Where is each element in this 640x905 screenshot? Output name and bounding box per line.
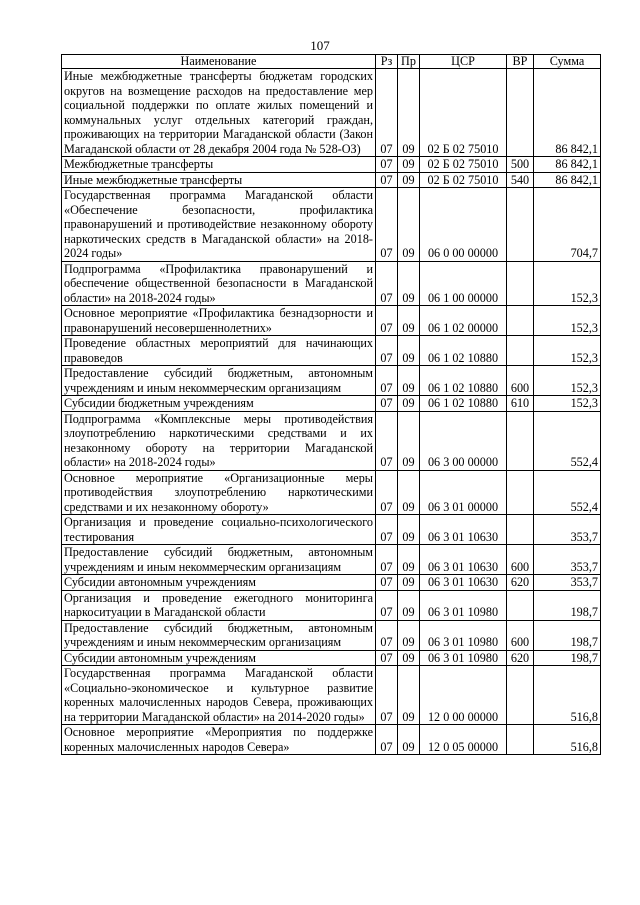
cell-pr: 09 — [398, 172, 420, 188]
table-header-row — [62, 55, 601, 69]
header-pr: Пр — [398, 55, 420, 69]
cell-name: Иные межбюджетные трансферты — [62, 172, 376, 188]
cell-name: Государственная программа Магаданской области «Социально-экономическое и культурное развитие коренных малочисленных народов Севера, проживающих на территории Магаданской области» на 2014-2020 годы» — [62, 666, 376, 725]
cell-pr: 09 — [398, 666, 420, 725]
cell-sum: 353,7 — [534, 575, 601, 591]
cell-csr: 12 0 05 00000 — [420, 725, 507, 755]
cell-csr: 06 1 02 10880 — [420, 396, 507, 412]
cell-name: Субсидии автономным учреждениям — [62, 650, 376, 666]
cell-vr — [507, 470, 534, 515]
table-row — [62, 396, 601, 412]
cell-sum: 516,8 — [534, 666, 601, 725]
cell-rz: 07 — [376, 366, 398, 396]
cell-csr: 06 3 01 10630 — [420, 575, 507, 591]
cell-csr: 02 Б 02 75010 — [420, 172, 507, 188]
cell-vr: 620 — [507, 575, 534, 591]
cell-sum: 198,7 — [534, 650, 601, 666]
cell-sum: 198,7 — [534, 620, 601, 650]
cell-sum: 353,7 — [534, 545, 601, 575]
cell-csr: 06 1 02 10880 — [420, 336, 507, 366]
cell-rz: 07 — [376, 261, 398, 306]
cell-name: Предоставление субсидий бюджетным, автономным учреждениям и иным некоммерческим организациям — [62, 620, 376, 650]
table-row — [62, 470, 601, 515]
table-row — [62, 336, 601, 366]
cell-vr — [507, 188, 534, 262]
cell-pr: 09 — [398, 306, 420, 336]
cell-name: Межбюджетные трансферты — [62, 157, 376, 173]
cell-sum: 152,3 — [534, 336, 601, 366]
cell-name: Субсидии автономным учреждениям — [62, 575, 376, 591]
table-row — [62, 157, 601, 173]
table-row — [62, 666, 601, 725]
cell-rz: 07 — [376, 69, 398, 157]
cell-sum: 198,7 — [534, 590, 601, 620]
cell-csr: 06 0 00 00000 — [420, 188, 507, 262]
cell-rz: 07 — [376, 575, 398, 591]
cell-rz: 07 — [376, 650, 398, 666]
cell-csr: 12 0 00 00000 — [420, 666, 507, 725]
cell-vr — [507, 666, 534, 725]
cell-name: Основное мероприятие «Мероприятия по поддержке коренных малочисленных народов Севера» — [62, 725, 376, 755]
cell-csr: 06 1 02 00000 — [420, 306, 507, 336]
header-sum: Сумма — [534, 55, 601, 69]
cell-sum: 516,8 — [534, 725, 601, 755]
cell-name: Подпрограмма «Комплексные меры противодействия злоупотреблению наркотическими средствами и их незаконному обороту на территории Магаданской области» на 2018-2024 годы» — [62, 411, 376, 470]
cell-sum: 152,3 — [534, 366, 601, 396]
cell-rz: 07 — [376, 396, 398, 412]
cell-rz: 07 — [376, 336, 398, 366]
cell-csr: 06 1 00 00000 — [420, 261, 507, 306]
cell-csr: 02 Б 02 75010 — [420, 157, 507, 173]
table-row — [62, 172, 601, 188]
cell-csr: 02 Б 02 75010 — [420, 69, 507, 157]
cell-name: Основное мероприятие «Профилактика безнадзорности и правонарушений несовершеннолетних» — [62, 306, 376, 336]
table-row — [62, 69, 601, 157]
cell-pr: 09 — [398, 650, 420, 666]
cell-name: Основное мероприятие «Организационные меры противодействия злоупотреблению наркотическими средствами и их незаконному обороту» — [62, 470, 376, 515]
cell-sum: 552,4 — [534, 411, 601, 470]
cell-vr — [507, 515, 534, 545]
table-row — [62, 650, 601, 666]
table-row — [62, 545, 601, 575]
cell-name: Предоставление субсидий бюджетным, автономным учреждениям и иным некоммерческим организациям — [62, 366, 376, 396]
cell-vr — [507, 725, 534, 755]
cell-rz: 07 — [376, 188, 398, 262]
cell-csr: 06 3 01 10630 — [420, 545, 507, 575]
cell-name: Организация и проведение социально-психологического тестирования — [62, 515, 376, 545]
cell-vr: 620 — [507, 650, 534, 666]
cell-pr: 09 — [398, 396, 420, 412]
cell-vr — [507, 411, 534, 470]
cell-pr: 09 — [398, 336, 420, 366]
cell-csr: 06 3 00 00000 — [420, 411, 507, 470]
cell-pr: 09 — [398, 157, 420, 173]
cell-vr: 500 — [507, 157, 534, 173]
cell-rz: 07 — [376, 411, 398, 470]
cell-rz: 07 — [376, 725, 398, 755]
table-row — [62, 261, 601, 306]
cell-rz: 07 — [376, 515, 398, 545]
table-row — [62, 620, 601, 650]
cell-sum: 152,3 — [534, 261, 601, 306]
cell-rz: 07 — [376, 157, 398, 173]
cell-vr: 540 — [507, 172, 534, 188]
page-number: 107 — [310, 38, 330, 53]
cell-name: Субсидии бюджетным учреждениям — [62, 396, 376, 412]
cell-rz: 07 — [376, 666, 398, 725]
cell-pr: 09 — [398, 590, 420, 620]
header-rz: Рз — [376, 55, 398, 69]
cell-rz: 07 — [376, 620, 398, 650]
header-name: Наименование — [62, 55, 376, 69]
cell-sum: 152,3 — [534, 396, 601, 412]
cell-pr: 09 — [398, 545, 420, 575]
cell-rz: 07 — [376, 306, 398, 336]
cell-pr: 09 — [398, 575, 420, 591]
table-row — [62, 306, 601, 336]
table-row — [62, 515, 601, 545]
cell-pr: 09 — [398, 411, 420, 470]
cell-vr: 600 — [507, 620, 534, 650]
cell-vr — [507, 306, 534, 336]
cell-rz: 07 — [376, 172, 398, 188]
cell-pr: 09 — [398, 69, 420, 157]
cell-name: Предоставление субсидий бюджетным, автономным учреждениям и иным некоммерческим организациям — [62, 545, 376, 575]
cell-csr: 06 3 01 10980 — [420, 590, 507, 620]
cell-name: Подпрограмма «Профилактика правонарушений и обеспечение общественной безопасности в Магаданской области» на 2018-2024 годы» — [62, 261, 376, 306]
table-row — [62, 411, 601, 470]
cell-csr: 06 3 01 10980 — [420, 620, 507, 650]
cell-sum: 86 842,1 — [534, 172, 601, 188]
cell-csr: 06 3 01 10630 — [420, 515, 507, 545]
cell-rz: 07 — [376, 545, 398, 575]
cell-pr: 09 — [398, 515, 420, 545]
cell-sum: 86 842,1 — [534, 69, 601, 157]
table-row — [62, 590, 601, 620]
cell-pr: 09 — [398, 261, 420, 306]
cell-vr: 600 — [507, 366, 534, 396]
table-row — [62, 188, 601, 262]
header-csr: ЦСР — [420, 55, 507, 69]
cell-name: Иные межбюджетные трансферты бюджетам городских округов на возмещение расходов на предоставление мер социальной поддержки по оплате жилых помещений и коммунальных услуг отдельных категорий граждан, проживающих на территории Магаданской области (Закон Магаданской области от 28 декабря 2004 года № 528-ОЗ) — [62, 69, 376, 157]
cell-csr: 06 3 01 10980 — [420, 650, 507, 666]
cell-pr: 09 — [398, 470, 420, 515]
cell-sum: 86 842,1 — [534, 157, 601, 173]
cell-name: Организация и проведение ежегодного мониторинга наркоситуации в Магаданской области — [62, 590, 376, 620]
cell-sum: 152,3 — [534, 306, 601, 336]
cell-sum: 704,7 — [534, 188, 601, 262]
cell-rz: 07 — [376, 590, 398, 620]
cell-sum: 353,7 — [534, 515, 601, 545]
cell-vr — [507, 261, 534, 306]
cell-csr: 06 3 01 00000 — [420, 470, 507, 515]
table-row — [62, 366, 601, 396]
cell-rz: 07 — [376, 470, 398, 515]
cell-name: Государственная программа Магаданской области «Обеспечение безопасности, профилактика правонарушений и противодействие незаконному обороту наркотических средств в Магаданской области» на 2018-2024 годы» — [62, 188, 376, 262]
cell-sum: 552,4 — [534, 470, 601, 515]
cell-pr: 09 — [398, 620, 420, 650]
cell-vr — [507, 69, 534, 157]
cell-name: Проведение областных мероприятий для начинающих правоведов — [62, 336, 376, 366]
budget-table — [61, 54, 601, 755]
cell-vr: 600 — [507, 545, 534, 575]
cell-vr: 610 — [507, 396, 534, 412]
cell-pr: 09 — [398, 366, 420, 396]
cell-pr: 09 — [398, 725, 420, 755]
cell-vr — [507, 590, 534, 620]
cell-vr — [507, 336, 534, 366]
header-vr: ВР — [507, 55, 534, 69]
table-row — [62, 725, 601, 755]
cell-pr: 09 — [398, 188, 420, 262]
table-row — [62, 575, 601, 591]
cell-csr: 06 1 02 10880 — [420, 366, 507, 396]
